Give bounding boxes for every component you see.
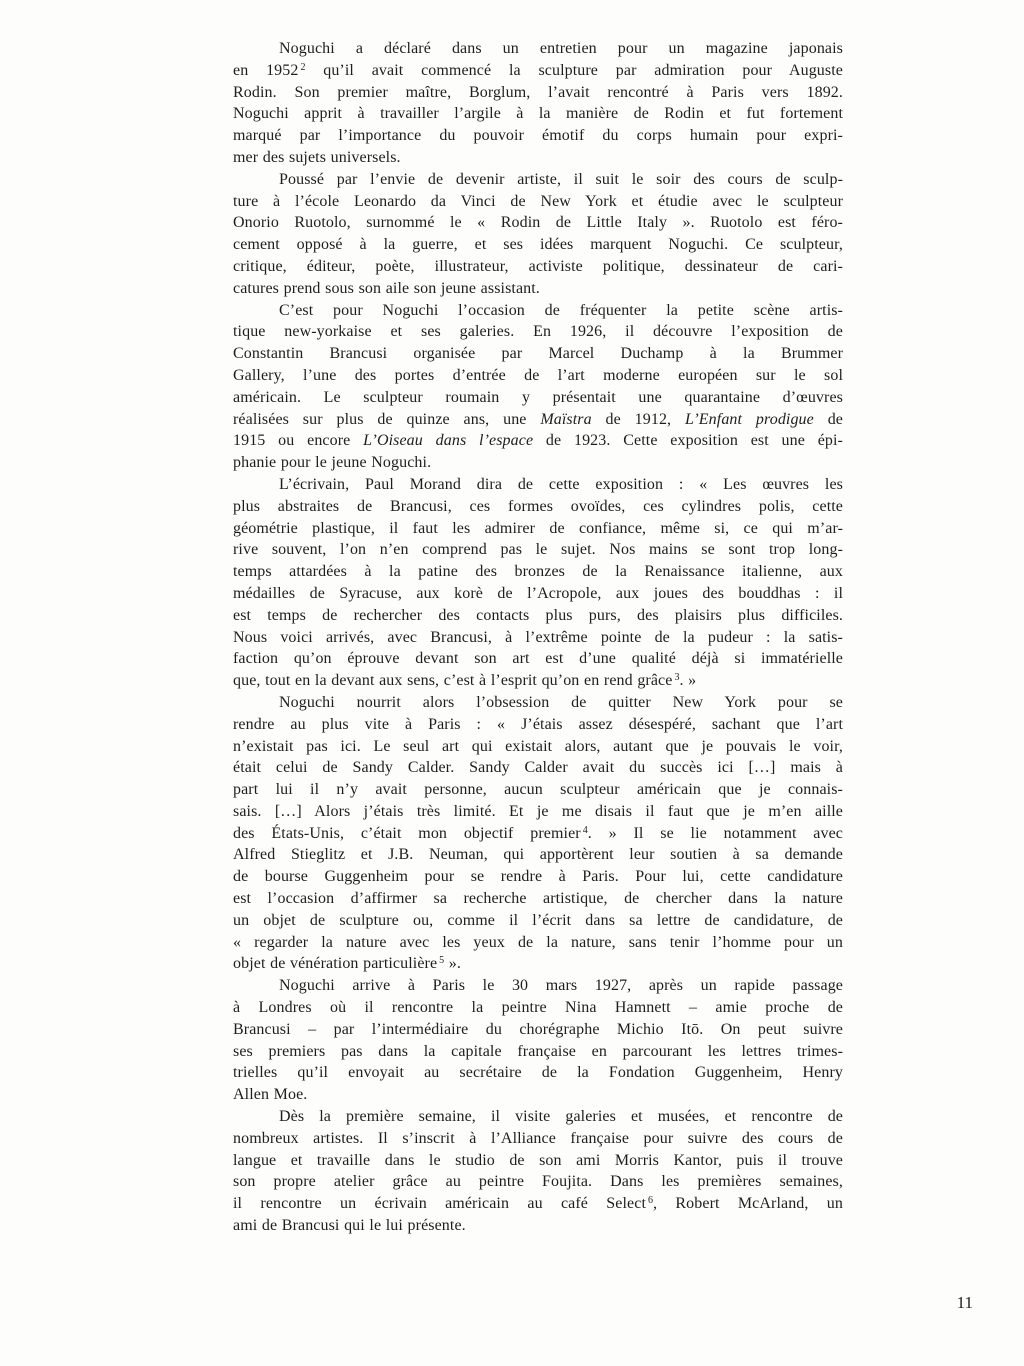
text-line (233, 256, 843, 278)
text-run: sais. […] Alors j’étais très limité. Et je me disais il faut que je m’en aille (233, 802, 843, 820)
text-line (233, 583, 843, 605)
text-run: cement opposé à la guerre, et ses idées marquent Noguchi. Ce sculpteur, (233, 236, 843, 254)
text-line (233, 125, 843, 147)
text-run: Brancusi – par l’intermédiaire du chorégraphe Michio Itō. On peut suivre (233, 1020, 843, 1038)
text-line (233, 518, 843, 540)
text-line (233, 474, 843, 496)
text-line (233, 60, 843, 82)
text-run: Noguchi apprit à travailler l’argile à la manière de Rodin et fut fortement (233, 105, 843, 123)
text-run: médailles de Syracuse, aux korè de l’Acropole, aux joues des bouddhas : il (233, 584, 843, 602)
text-line (233, 997, 843, 1019)
text-line (233, 300, 843, 322)
text-line (233, 1019, 843, 1041)
text-line (233, 387, 843, 409)
text-line (233, 169, 843, 191)
text-line (233, 234, 843, 256)
text-run: . » Il se lie notamment avec (587, 824, 843, 842)
text-run: de 1912, (591, 410, 685, 428)
text-run: que, tout en la devant aux sens, c’est à l’esprit qu’on en rend grâce (233, 672, 673, 690)
paragraph (233, 169, 843, 300)
text-run: Gallery, l’une des portes d’entrée de l’art moderne européen sur le sol (233, 366, 843, 384)
text-run: Noguchi nourrit alors l’obsession de quitter New York pour se (279, 693, 843, 711)
text-line (233, 888, 843, 910)
text-line (233, 757, 843, 779)
text-run: de bourse Guggenheim pour se rendre à Paris. Pour lui, cette candidature (233, 868, 843, 886)
text-run: ami de Brancusi qui le lui présente. (233, 1217, 466, 1235)
text-run: qu’il avait commencé la sculpture par admiration pour Auguste (305, 61, 843, 79)
footnote-reference: 6 (648, 1195, 653, 1207)
text-run: nombreux artistes. Il s’inscrit à l’Alliance française pour suivre des cours de (233, 1129, 843, 1147)
text-line (233, 430, 843, 452)
text-run: était celui de Sandy Calder. Sandy Calder avait du succès ici […] mais à (233, 759, 843, 777)
text-run: Constantin Brancusi organisée par Marcel Duchamp à la Brummer (233, 345, 843, 363)
text-line (233, 932, 843, 954)
text-line (233, 736, 843, 758)
paragraph (233, 300, 843, 474)
text-line (233, 779, 843, 801)
text-run: mer des sujets universels. (233, 148, 401, 166)
text-line (233, 452, 843, 474)
text-run: Rodin. Son premier maître, Borglum, l’avait rencontré à Paris vers 1892. (233, 83, 843, 101)
text-run: il rencontre un écrivain américain au café Select (233, 1195, 646, 1213)
text-line (233, 648, 843, 670)
text-run: trielles qu’il envoyait au secrétaire de la Fondation Guggenheim, Henry (233, 1064, 843, 1082)
text-line (233, 38, 843, 60)
paragraph (233, 38, 843, 169)
text-run: Noguchi a déclaré dans un entretien pour un magazine japonais (279, 40, 843, 57)
text-run: ». (444, 955, 461, 973)
text-run: Onorio Ruotolo, surnommé le « Rodin de Little Italy ». Ruotolo est féro- (233, 214, 843, 232)
text-run: Dès la première semaine, il visite galeries et musées, et rencontre de (279, 1108, 843, 1126)
text-run: ses premiers pas dans la capitale française en parcourant les lettres trimes- (233, 1042, 843, 1060)
footnote-reference: 4 (582, 824, 588, 836)
text-run: marqué par l’importance du pouvoir émotif du corps humain pour expri- (233, 127, 843, 145)
text-line (233, 147, 843, 169)
text-line (233, 321, 843, 343)
text-run: plus abstraites de Brancusi, ces formes ovoïdes, ces cylindres polis, cette (233, 497, 843, 515)
text-run: temps attardées à la patine des bronzes de la Renaissance italienne, aux (233, 563, 843, 581)
text-run: tique new-yorkaise et ses galeries. En 1926, il découvre l’exposition de (233, 323, 843, 341)
text-line (233, 1062, 843, 1084)
text-run: des États-Unis, c’était mon objectif premier (233, 824, 581, 842)
text-line (233, 82, 843, 104)
text-run: rendre au plus vite à Paris : « J’étais assez désespéré, sachant que l’art (233, 715, 843, 733)
text-run: son propre atelier grâce au peintre Foujita. Dans les premières semaines, (233, 1173, 843, 1191)
text-run: à Londres où il rencontre la peintre Nina Hamnett – amie proche de (233, 999, 843, 1017)
italic-title: L’Oiseau dans l’espace (363, 432, 534, 450)
text-line (233, 1084, 843, 1106)
text-run: ture à l’école Leonardo da Vinci de New York et étudie avec le sculpteur (233, 192, 843, 210)
text-line (233, 692, 843, 714)
text-line (233, 627, 843, 649)
text-run: langue et travaille dans le studio de son ami Morris Kantor, puis il trouve (233, 1151, 843, 1169)
text-run: 1915 ou encore (233, 432, 364, 450)
text-line (233, 1150, 843, 1172)
paragraph (233, 975, 843, 1106)
text-run: faction qu’on éprouve devant son art est d’une qualité déjà si immatérielle (233, 650, 843, 668)
text-line (233, 539, 843, 561)
text-run: Poussé par l’envie de devenir artiste, il suit le soir des cours de sculp- (279, 170, 843, 188)
text-run: part lui il n’y avait personne, aucun sculpteur américain que je connais- (233, 781, 843, 799)
text-run: , Robert McArland, un (653, 1195, 843, 1213)
text-line (233, 866, 843, 888)
text-run: est temps de rechercher des contacts plus purs, des plaisirs plus difficiles. (233, 606, 843, 624)
text-run: « regarder la nature avec les yeux de la nature, sans tenir l’homme pour un (233, 933, 843, 951)
text-line (233, 1106, 843, 1128)
text-run: rive souvent, l’on n’en comprend pas le sujet. Nos mains se sont trop long- (233, 541, 843, 559)
paragraph (233, 692, 843, 975)
paragraph (233, 474, 843, 692)
text-line (233, 1171, 843, 1193)
footnote-reference: 5 (439, 955, 445, 967)
text-run: Noguchi arrive à Paris le 30 mars 1927, après un rapide passage (279, 977, 843, 995)
text-line (233, 975, 843, 997)
text-run: n’existait pas ici. Le seul art qui existait alors, autant que je pouvais le voir, (233, 737, 843, 755)
text-line (233, 103, 843, 125)
text-line (233, 844, 843, 866)
text-line (233, 605, 843, 627)
text-line (233, 278, 843, 300)
text-run: phanie pour le jeune Noguchi. (233, 454, 432, 472)
text-run: objet de vénération particulière (233, 955, 438, 973)
text-run: C’est pour Noguchi l’occasion de fréquenter la petite scène artis- (279, 301, 843, 319)
text-run: Allen Moe. (233, 1086, 308, 1104)
page-number: 11 (956, 1293, 973, 1312)
text-line (233, 212, 843, 234)
text-line (233, 1215, 843, 1237)
text-run: Nous voici arrivés, avec Brancusi, à l’extrême pointe de la pudeur : la satis- (233, 628, 843, 646)
text-line (233, 343, 843, 365)
italic-title: Maïstra (540, 410, 592, 428)
italic-title: L’Enfant prodigue (684, 410, 814, 428)
text-run: catures prend sous son aile son jeune assistant. (233, 279, 540, 297)
text-line (233, 823, 843, 845)
text-run: critique, éditeur, poète, illustrateur, activiste politique, dessinateur de cari- (233, 257, 843, 275)
text-line (233, 801, 843, 823)
text-run: en 1952 (233, 61, 299, 79)
text-line (233, 1128, 843, 1150)
text-block (233, 38, 843, 1237)
text-line (233, 910, 843, 932)
paragraph (233, 1106, 843, 1237)
text-line (233, 409, 843, 431)
text-run: de (813, 410, 843, 428)
text-line (233, 670, 843, 692)
footnote-reference: 3 (674, 672, 680, 684)
text-line (233, 365, 843, 387)
text-line (233, 561, 843, 583)
text-run: . » (679, 672, 697, 690)
text-run: réalisées sur plus de quinze ans, une (233, 410, 541, 428)
footnote-reference: 2 (300, 61, 306, 73)
text-line (233, 1041, 843, 1063)
text-line (233, 1193, 843, 1215)
text-run: Alfred Stieglitz et J.B. Neuman, qui apportèrent leur soutien à sa demande (233, 846, 843, 864)
text-line (233, 191, 843, 213)
text-run: américain. Le sculpteur roumain y présentait une quarantaine d’œuvres (233, 388, 843, 406)
text-line (233, 714, 843, 736)
text-run: L’écrivain, Paul Morand dira de cette exposition : « Les œuvres les (279, 475, 843, 493)
text-line (233, 496, 843, 518)
text-run: est l’occasion d’affirmer sa recherche artistique, de chercher dans la nature (233, 890, 843, 908)
text-run: de 1923. Cette exposition est une épi- (533, 432, 843, 450)
text-run: géométrie plastique, il faut les admirer de confiance, même si, ce qui m’ar- (233, 519, 843, 537)
text-run: un objet de sculpture ou, comme il l’écrit dans sa lettre de candidature, de (233, 911, 843, 929)
text-line (233, 953, 843, 975)
